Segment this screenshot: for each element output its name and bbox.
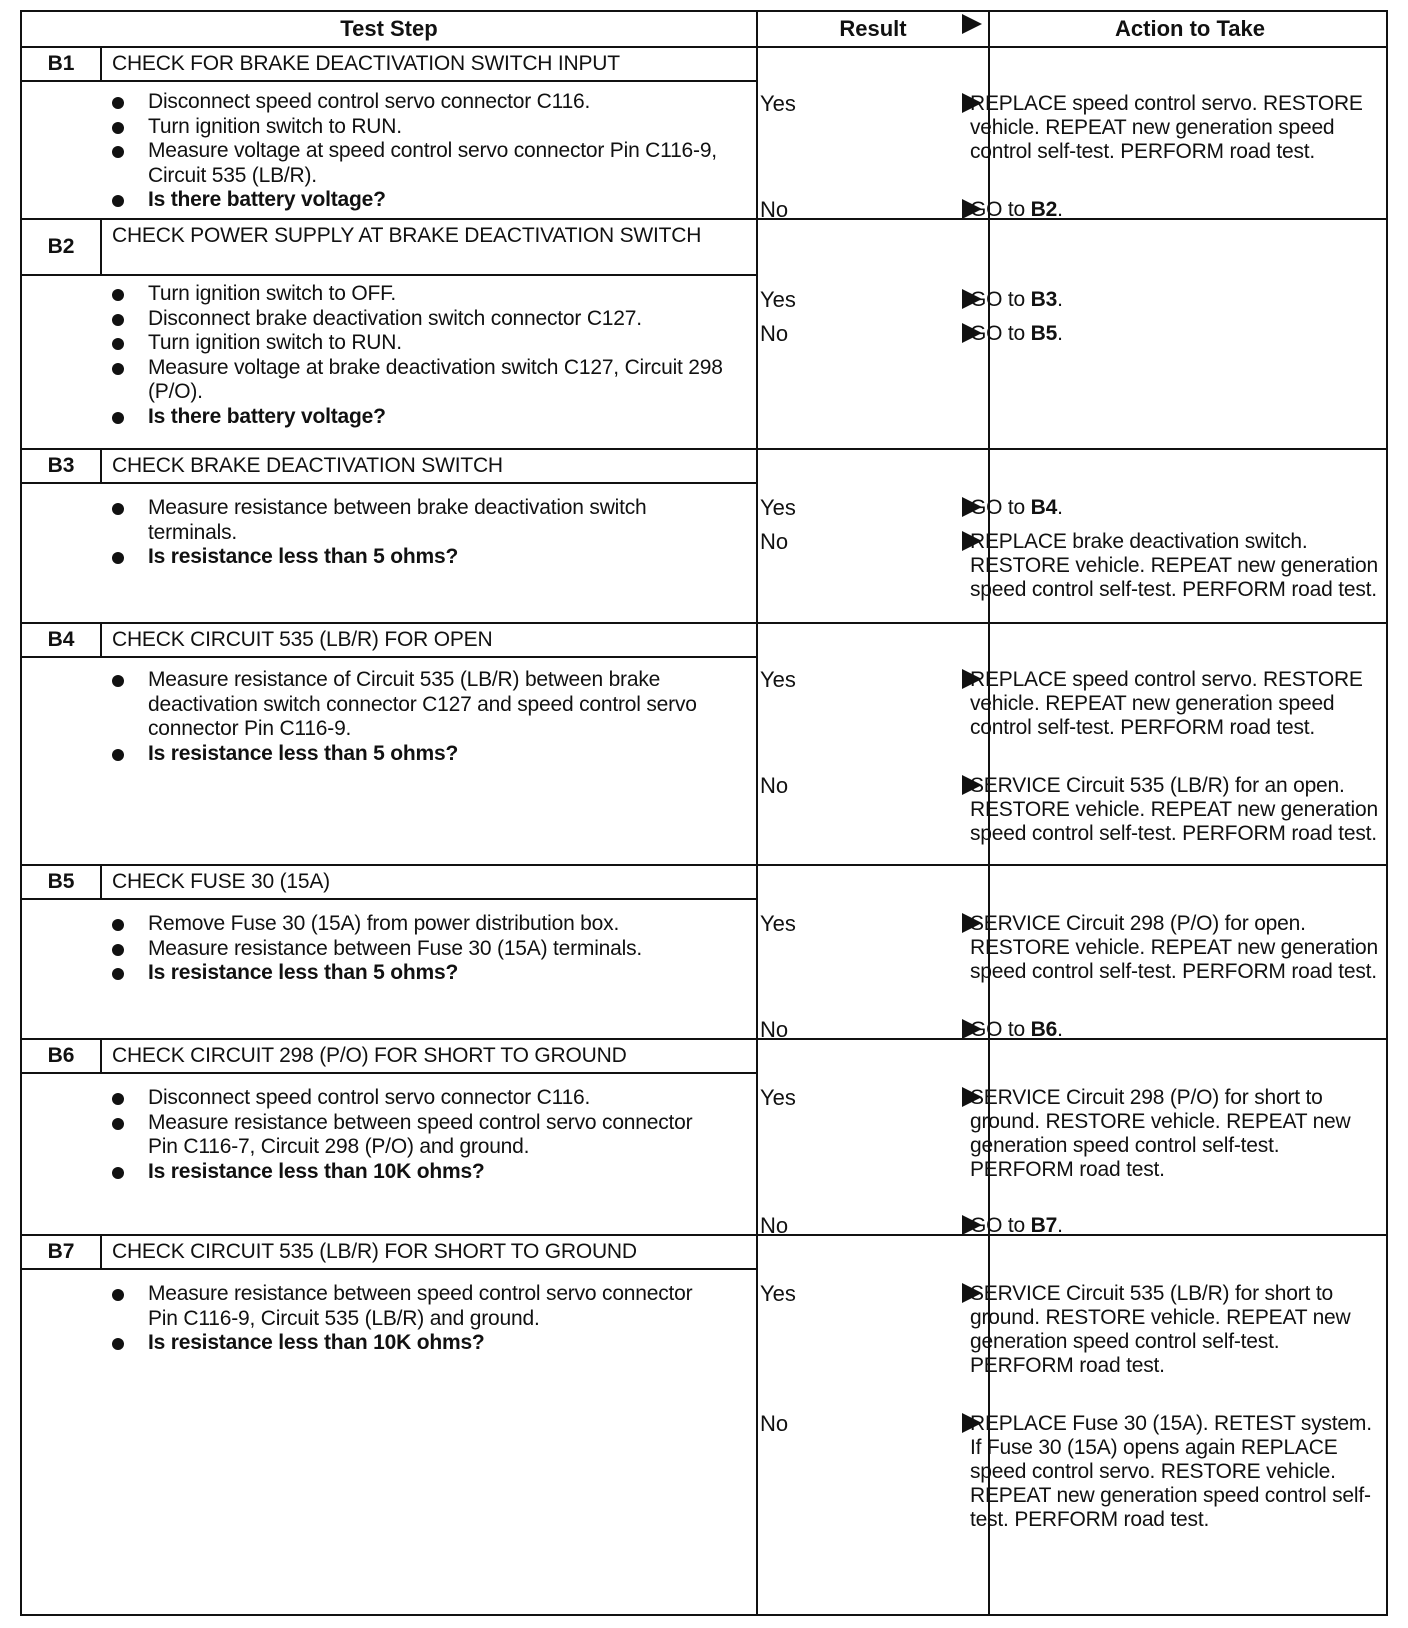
step-id-divider (100, 622, 102, 656)
step-id: B7 (47, 1239, 75, 1263)
action-text (970, 774, 1380, 846)
step-question: Is resistance less than 5 ohms? (110, 961, 725, 986)
action-text: GO to B6. (970, 1018, 1063, 1041)
step-id-divider (100, 1038, 102, 1072)
step-bullet: Measure voltage at brake deactivation switch C127, Circuit 298 (P/O). (110, 356, 725, 405)
step-id-divider (100, 864, 102, 898)
action-text: GO to B7. (970, 1214, 1063, 1237)
action-text (970, 1282, 1380, 1378)
result-label: No (760, 321, 789, 346)
result-label: Yes (760, 91, 796, 116)
diagnostic-table (20, 10, 1388, 1616)
header-arrow-icon (962, 14, 982, 34)
step-id: B2 (47, 234, 75, 258)
header-result-label: Result (839, 16, 907, 41)
step-bullets (110, 1282, 725, 1356)
action-text-body: REPLACE speed control servo. RESTORE vehicle. REPEAT new generation speed control self-test. PERFORM road test. (970, 92, 1363, 163)
step-title-rule (22, 482, 756, 484)
step-id: B3 (47, 453, 75, 477)
step-title: CHECK FUSE 30 (15A) (112, 870, 330, 893)
step-title: CHECK CIRCUIT 535 (LB/R) FOR OPEN (112, 628, 493, 651)
step-bullet: Turn ignition switch to OFF. (110, 282, 725, 307)
step-bullets (110, 1086, 725, 1184)
step-title-rule (22, 656, 756, 658)
step-title: CHECK FOR BRAKE DEACTIVATION SWITCH INPUT (112, 52, 620, 75)
step-title: CHECK CIRCUIT 535 (LB/R) FOR SHORT TO GROUND (112, 1240, 637, 1263)
action-text-body: SERVICE Circuit 535 (LB/R) for short to ground. RESTORE vehicle. REPEAT new generation speed control self-test. PERFORM road test. (970, 1282, 1351, 1377)
step-bullet: Measure voltage at speed control servo connector Pin C116-9, Circuit 535 (LB/R). (110, 139, 725, 188)
step-title: CHECK CIRCUIT 298 (P/O) FOR SHORT TO GROUND (112, 1044, 627, 1067)
step-rule (22, 1038, 1386, 1040)
goto-step: B7 (1030, 1214, 1058, 1237)
header-rule (22, 46, 1386, 48)
step-question: Is resistance less than 5 ohms? (110, 545, 725, 570)
action-text-body: GO to (970, 198, 1031, 221)
step-id: B5 (47, 869, 75, 893)
result-label: No (760, 197, 789, 222)
goto-step: B4 (1030, 496, 1058, 519)
step-bullets (110, 282, 725, 429)
result-label: No (760, 1411, 789, 1436)
step-bullet: Disconnect brake deactivation switch connector C127. (110, 307, 725, 332)
action-text-body: SERVICE Circuit 298 (P/O) for open. RESTORE vehicle. REPEAT new generation speed control self-test. PERFORM road test. (970, 912, 1378, 983)
step-bullet: Turn ignition switch to RUN. (110, 331, 725, 356)
step-bullets (110, 90, 725, 213)
action-text (970, 530, 1380, 602)
step-title-rule (22, 1268, 756, 1270)
action-text-body: GO to (970, 322, 1031, 345)
header-test-step: Test Step (340, 16, 438, 41)
step-title-rule (22, 274, 756, 276)
result-label: Yes (760, 495, 796, 520)
step-bullet: Disconnect speed control servo connector C116. (110, 1086, 725, 1111)
step-title-rule (22, 80, 756, 82)
step-title: CHECK POWER SUPPLY AT BRAKE DEACTIVATION SWITCH (112, 224, 702, 247)
step-id-divider (100, 218, 102, 274)
step-bullet: Remove Fuse 30 (15A) from power distribution box. (110, 912, 725, 937)
step-bullet: Disconnect speed control servo connector C116. (110, 90, 725, 115)
step-question: Is there battery voltage? (110, 405, 725, 430)
action-text (970, 1086, 1380, 1182)
step-bullet: Measure resistance between speed control servo connector Pin C116-9, Circuit 535 (LB/R) and ground. (110, 1282, 725, 1331)
result-label: Yes (760, 287, 796, 312)
step-rule (22, 864, 1386, 866)
step-bullet: Measure resistance of Circuit 535 (LB/R) between brake deactivation switch connector C127 and speed control servo connector Pin C116-9. (110, 668, 725, 742)
goto-step: B5 (1030, 322, 1058, 345)
step-question: Is resistance less than 5 ohms? (110, 742, 725, 767)
goto-step: B2 (1030, 198, 1058, 221)
step-id: B4 (47, 627, 75, 651)
step-bullets (110, 496, 725, 570)
goto-step: B6 (1030, 1018, 1058, 1041)
step-rule (22, 622, 1386, 624)
action-text-body: GO to (970, 496, 1031, 519)
step-bullets (110, 912, 725, 986)
result-label: No (760, 1213, 789, 1238)
result-label: No (760, 773, 789, 798)
action-text (970, 92, 1380, 164)
action-text (970, 912, 1380, 984)
action-text-body: GO to (970, 288, 1031, 311)
step-bullet: Measure resistance between speed control servo connector Pin C116-7, Circuit 298 (P/O) and ground. (110, 1111, 725, 1160)
result-label: No (760, 1017, 789, 1042)
step-title-rule (22, 898, 756, 900)
action-text-body: GO to (970, 1214, 1031, 1237)
step-question: Is resistance less than 10K ohms? (110, 1331, 725, 1356)
action-text: GO to B4. (970, 496, 1063, 519)
step-id-divider (100, 448, 102, 482)
step-id: B6 (47, 1043, 75, 1067)
header-result (758, 12, 988, 46)
goto-step: B3 (1030, 288, 1058, 311)
action-text-body: REPLACE speed control servo. RESTORE vehicle. REPEAT new generation speed control self-test. PERFORM road test. (970, 668, 1363, 739)
action-text (970, 1412, 1380, 1532)
step-id: B1 (47, 51, 75, 75)
step-bullet: Turn ignition switch to RUN. (110, 115, 725, 140)
action-text (970, 668, 1380, 740)
result-label: No (760, 529, 789, 554)
result-column-divider (756, 12, 758, 1614)
result-label: Yes (760, 667, 796, 692)
action-text: GO to B2. (970, 198, 1063, 221)
action-text: GO to B3. (970, 288, 1063, 311)
step-id-divider (100, 46, 102, 80)
step-rule (22, 218, 1386, 220)
action-text-body: GO to (970, 1018, 1031, 1041)
action-text-body: REPLACE Fuse 30 (15A). RETEST system. If Fuse 30 (15A) opens again REPLACE speed control servo. RESTORE vehicle. REPEAT new generation speed control self-test. PERFORM road test. (970, 1412, 1372, 1531)
action-text-body: REPLACE brake deactivation switch. RESTORE vehicle. REPEAT new generation speed control self-test. PERFORM road test. (970, 530, 1378, 601)
step-question: Is resistance less than 10K ohms? (110, 1160, 725, 1185)
action-text-body: SERVICE Circuit 298 (P/O) for short to ground. RESTORE vehicle. REPEAT new generation speed control self-test. PERFORM road test. (970, 1086, 1351, 1181)
result-label: Yes (760, 1085, 796, 1110)
step-question: Is there battery voltage? (110, 188, 725, 213)
action-text-body: SERVICE Circuit 535 (LB/R) for an open. RESTORE vehicle. REPEAT new generation speed control self-test. PERFORM road test. (970, 774, 1378, 845)
header-action: Action to Take (1115, 16, 1265, 41)
result-label: Yes (760, 1281, 796, 1306)
step-title: CHECK BRAKE DEACTIVATION SWITCH (112, 454, 503, 477)
step-rule (22, 448, 1386, 450)
step-rule (22, 1234, 1386, 1236)
action-text: GO to B5. (970, 322, 1063, 345)
step-bullet: Measure resistance between Fuse 30 (15A) terminals. (110, 937, 725, 962)
step-bullets (110, 668, 725, 766)
step-bullet: Measure resistance between brake deactivation switch terminals. (110, 496, 725, 545)
step-id-divider (100, 1234, 102, 1268)
step-title-rule (22, 1072, 756, 1074)
result-label: Yes (760, 911, 796, 936)
